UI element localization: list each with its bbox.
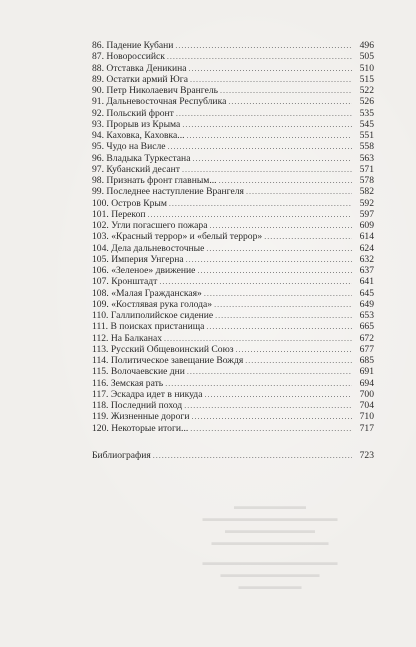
toc-page-number: 649 bbox=[359, 298, 374, 310]
toc-page-number: 641 bbox=[359, 276, 374, 288]
table-of-contents bbox=[92, 40, 374, 461]
toc-entry bbox=[92, 265, 374, 276]
toc-entry-title: 98. Признать фронт главным... bbox=[92, 175, 217, 186]
toc-entry bbox=[92, 321, 374, 332]
toc-leader-dots bbox=[189, 63, 352, 74]
toc-entry bbox=[92, 389, 374, 400]
toc-leader-dots bbox=[167, 51, 352, 62]
toc-entry bbox=[92, 288, 374, 299]
toc-leader-dots bbox=[175, 40, 352, 51]
toc-entry-title: 108. «Малая Гражданская» bbox=[92, 287, 202, 299]
toc-entry bbox=[92, 254, 374, 265]
toc-entry-title: 114. Политическое завещание Вождя bbox=[92, 355, 244, 366]
toc-leader-dots bbox=[153, 450, 352, 461]
toc-leader-dots bbox=[245, 355, 352, 366]
toc-leader-dots bbox=[264, 231, 352, 242]
toc-page-number: 592 bbox=[359, 197, 374, 209]
toc-entry bbox=[92, 175, 374, 186]
toc-leader-dots bbox=[219, 175, 352, 186]
toc-page-number: 677 bbox=[359, 343, 374, 355]
toc-page-number: 691 bbox=[359, 366, 374, 378]
toc-entry-title: 104. Дела дальневосточные bbox=[92, 242, 205, 254]
toc-entry bbox=[92, 310, 374, 321]
toc-page-number: 582 bbox=[359, 186, 374, 198]
toc-page-number: 505 bbox=[359, 51, 374, 63]
toc-page-number: 526 bbox=[359, 96, 374, 108]
toc-entry bbox=[92, 198, 374, 209]
toc-leader-dots bbox=[190, 423, 352, 434]
toc-leader-dots bbox=[159, 276, 352, 287]
toc-entry bbox=[92, 220, 374, 231]
toc-entry bbox=[92, 243, 374, 254]
toc-page-number: 704 bbox=[359, 400, 374, 411]
toc-leader-dots bbox=[192, 153, 352, 164]
toc-leader-dots bbox=[197, 265, 352, 276]
toc-entry bbox=[92, 344, 374, 355]
toc-entry bbox=[92, 366, 374, 377]
toc-page-number: 624 bbox=[359, 242, 374, 254]
toc-page-number: 522 bbox=[359, 85, 374, 96]
toc-leader-dots bbox=[206, 321, 352, 332]
toc-leader-dots bbox=[206, 243, 352, 254]
toc-page-number: 717 bbox=[359, 422, 374, 434]
toc-leader-dots bbox=[169, 198, 352, 209]
toc-leader-dots bbox=[246, 186, 352, 197]
toc-leader-dots bbox=[182, 164, 352, 175]
toc-leader-dots bbox=[182, 119, 352, 130]
toc-page-number: 710 bbox=[359, 411, 374, 423]
toc-entry bbox=[92, 130, 374, 141]
toc-entry-title: 89. Остатки армий Юга bbox=[92, 73, 188, 85]
toc-leader-dots bbox=[190, 74, 352, 85]
toc-page-number: 545 bbox=[359, 118, 374, 130]
toc-entry bbox=[92, 355, 374, 366]
toc-page-number: 632 bbox=[359, 253, 374, 265]
toc-entry-title: 113. Русский Общевоинский Союз bbox=[92, 343, 234, 355]
toc-entry-title: 107. Кронштадт bbox=[92, 276, 158, 288]
toc-entry-title: 96. Владыка Туркестана bbox=[92, 152, 191, 164]
toc-page-number: 614 bbox=[359, 231, 374, 243]
toc-entry-title: 112. На Балканах bbox=[92, 332, 163, 344]
toc-page-number: 672 bbox=[359, 332, 374, 344]
toc-entry-title: 120. Некоторые итоги... bbox=[92, 422, 189, 434]
toc-leader-dots bbox=[191, 411, 352, 422]
toc-entry-title: 118. Последний поход bbox=[92, 400, 183, 411]
toc-leader-dots bbox=[236, 344, 352, 355]
toc-leader-dots bbox=[176, 108, 352, 119]
toc-leader-dots bbox=[165, 378, 352, 389]
toc-page-number: 665 bbox=[359, 321, 374, 333]
toc-entry-title: 91. Дальневосточная Республика bbox=[92, 96, 227, 108]
toc-entry-title: 110. Галлиполийское сидение bbox=[92, 310, 214, 321]
toc-entry-title: 101. Перекоп bbox=[92, 208, 146, 220]
toc-page-number: 685 bbox=[359, 355, 374, 366]
toc-entry-title: 102. Угли погасшего пожара bbox=[92, 220, 208, 231]
toc-entry bbox=[92, 108, 374, 119]
toc-page-number: 578 bbox=[359, 175, 374, 186]
toc-entry-title: 103. «Красный террор» и «белый террор» bbox=[92, 231, 263, 243]
toc-entry-title: 99. Последнее наступление Врангеля bbox=[92, 186, 244, 198]
toc-entry-title: 106. «Зеленое» движение bbox=[92, 265, 196, 276]
toc-leader-dots bbox=[164, 333, 352, 344]
toc-entry bbox=[92, 186, 374, 197]
toc-entry-title: 117. Эскадра идет в никуда bbox=[92, 388, 203, 400]
toc-entry bbox=[92, 85, 374, 96]
toc-leader-dots bbox=[187, 366, 352, 377]
toc-entry-title: 93. Прорыв из Крыма bbox=[92, 118, 181, 130]
toc-entry-title: 92. Польский фронт bbox=[92, 107, 174, 119]
toc-page-number: 515 bbox=[359, 73, 374, 85]
toc-page-number: 609 bbox=[359, 220, 374, 231]
toc-leader-dots bbox=[187, 130, 352, 141]
toc-entry bbox=[92, 40, 374, 51]
toc-entry bbox=[92, 164, 374, 175]
toc-page-number: 535 bbox=[359, 107, 374, 119]
toc-page-number: 558 bbox=[359, 141, 374, 153]
toc-entry-title: Библиография bbox=[92, 449, 151, 461]
toc-entry bbox=[92, 153, 374, 164]
toc-entry bbox=[92, 63, 374, 74]
toc-entry bbox=[92, 299, 374, 310]
toc-leader-dots bbox=[184, 400, 352, 411]
toc-page-number: 563 bbox=[359, 152, 374, 164]
toc-page-number: 723 bbox=[359, 449, 374, 461]
toc-leader-dots bbox=[220, 85, 352, 96]
toc-entry-title: 100. Остров Крым bbox=[92, 197, 167, 209]
toc-entry-title: 115. Волочаевские дни bbox=[92, 366, 185, 378]
toc-page-number: 637 bbox=[359, 265, 374, 276]
toc-entry-title: 105. Империя Унгерна bbox=[92, 253, 184, 265]
toc-entry bbox=[92, 96, 374, 107]
toc-spacer bbox=[92, 434, 374, 450]
toc-entry-title: 86. Падение Кубани bbox=[92, 40, 174, 51]
toc-entry-title: 116. Земская рать bbox=[92, 377, 164, 389]
toc-page-number: 694 bbox=[359, 377, 374, 389]
toc-page-number: 496 bbox=[359, 40, 374, 51]
toc-entry-title: 90. Петр Николаевич Врангель bbox=[92, 85, 218, 96]
toc-entry bbox=[92, 141, 374, 152]
toc-entry-title: 109. «Костлявая рука голода» bbox=[92, 298, 213, 310]
toc-leader-dots bbox=[186, 254, 352, 265]
toc-leader-dots bbox=[228, 96, 352, 107]
toc-leader-dots bbox=[148, 209, 352, 220]
toc-page-number: 700 bbox=[359, 388, 374, 400]
toc-page-number: 571 bbox=[359, 163, 374, 175]
toc-entry-title: 94. Каховка, Каховка... bbox=[92, 130, 185, 141]
toc-entry-title: 87. Новороссийск bbox=[92, 51, 165, 63]
toc-page-number: 645 bbox=[359, 287, 374, 299]
toc-entry-title: 111. В поисках пристанища bbox=[92, 321, 205, 333]
toc-entry bbox=[92, 423, 374, 434]
toc-leader-dots bbox=[204, 389, 352, 400]
toc-entry bbox=[92, 74, 374, 85]
toc-entry bbox=[92, 378, 374, 389]
toc-entry bbox=[92, 231, 374, 242]
toc-entry-title: 119. Жизненные дороги bbox=[92, 411, 190, 423]
toc-entry bbox=[92, 119, 374, 130]
toc-entry-title: 95. Чудо на Висле bbox=[92, 141, 166, 153]
toc-entry bbox=[92, 51, 374, 62]
toc-page-number: 597 bbox=[359, 208, 374, 220]
toc-entry-bibliography bbox=[92, 450, 374, 461]
toc-entry bbox=[92, 276, 374, 287]
toc-leader-dots bbox=[214, 299, 352, 310]
toc-entry-title: 97. Кубанский десант bbox=[92, 163, 180, 175]
toc-entry-title: 88. Отставка Деникина bbox=[92, 62, 187, 74]
toc-entry bbox=[92, 209, 374, 220]
toc-entry bbox=[92, 411, 374, 422]
toc-entry bbox=[92, 400, 374, 411]
toc-entry bbox=[92, 333, 374, 344]
toc-page-number: 551 bbox=[359, 130, 374, 141]
toc-leader-dots bbox=[209, 220, 352, 231]
toc-page-number: 510 bbox=[359, 62, 374, 74]
toc-leader-dots bbox=[168, 141, 352, 152]
bleed-through-text: ▬▬▬▬▬▬▬▬ ▬▬▬▬▬▬▬▬▬▬▬▬▬▬▬ ▬▬▬▬▬▬▬▬▬▬ ▬▬▬▬▬▬▬▬▬▬▬▬▬ ▬▬▬▬▬▬▬▬▬▬▬▬▬▬▬ ▬▬▬▬▬▬▬▬▬▬▬ ▬▬▬▬▬▬▬ bbox=[202, 501, 338, 591]
toc-page-number: 653 bbox=[359, 310, 374, 321]
toc-leader-dots bbox=[215, 310, 352, 321]
toc-leader-dots bbox=[204, 288, 352, 299]
